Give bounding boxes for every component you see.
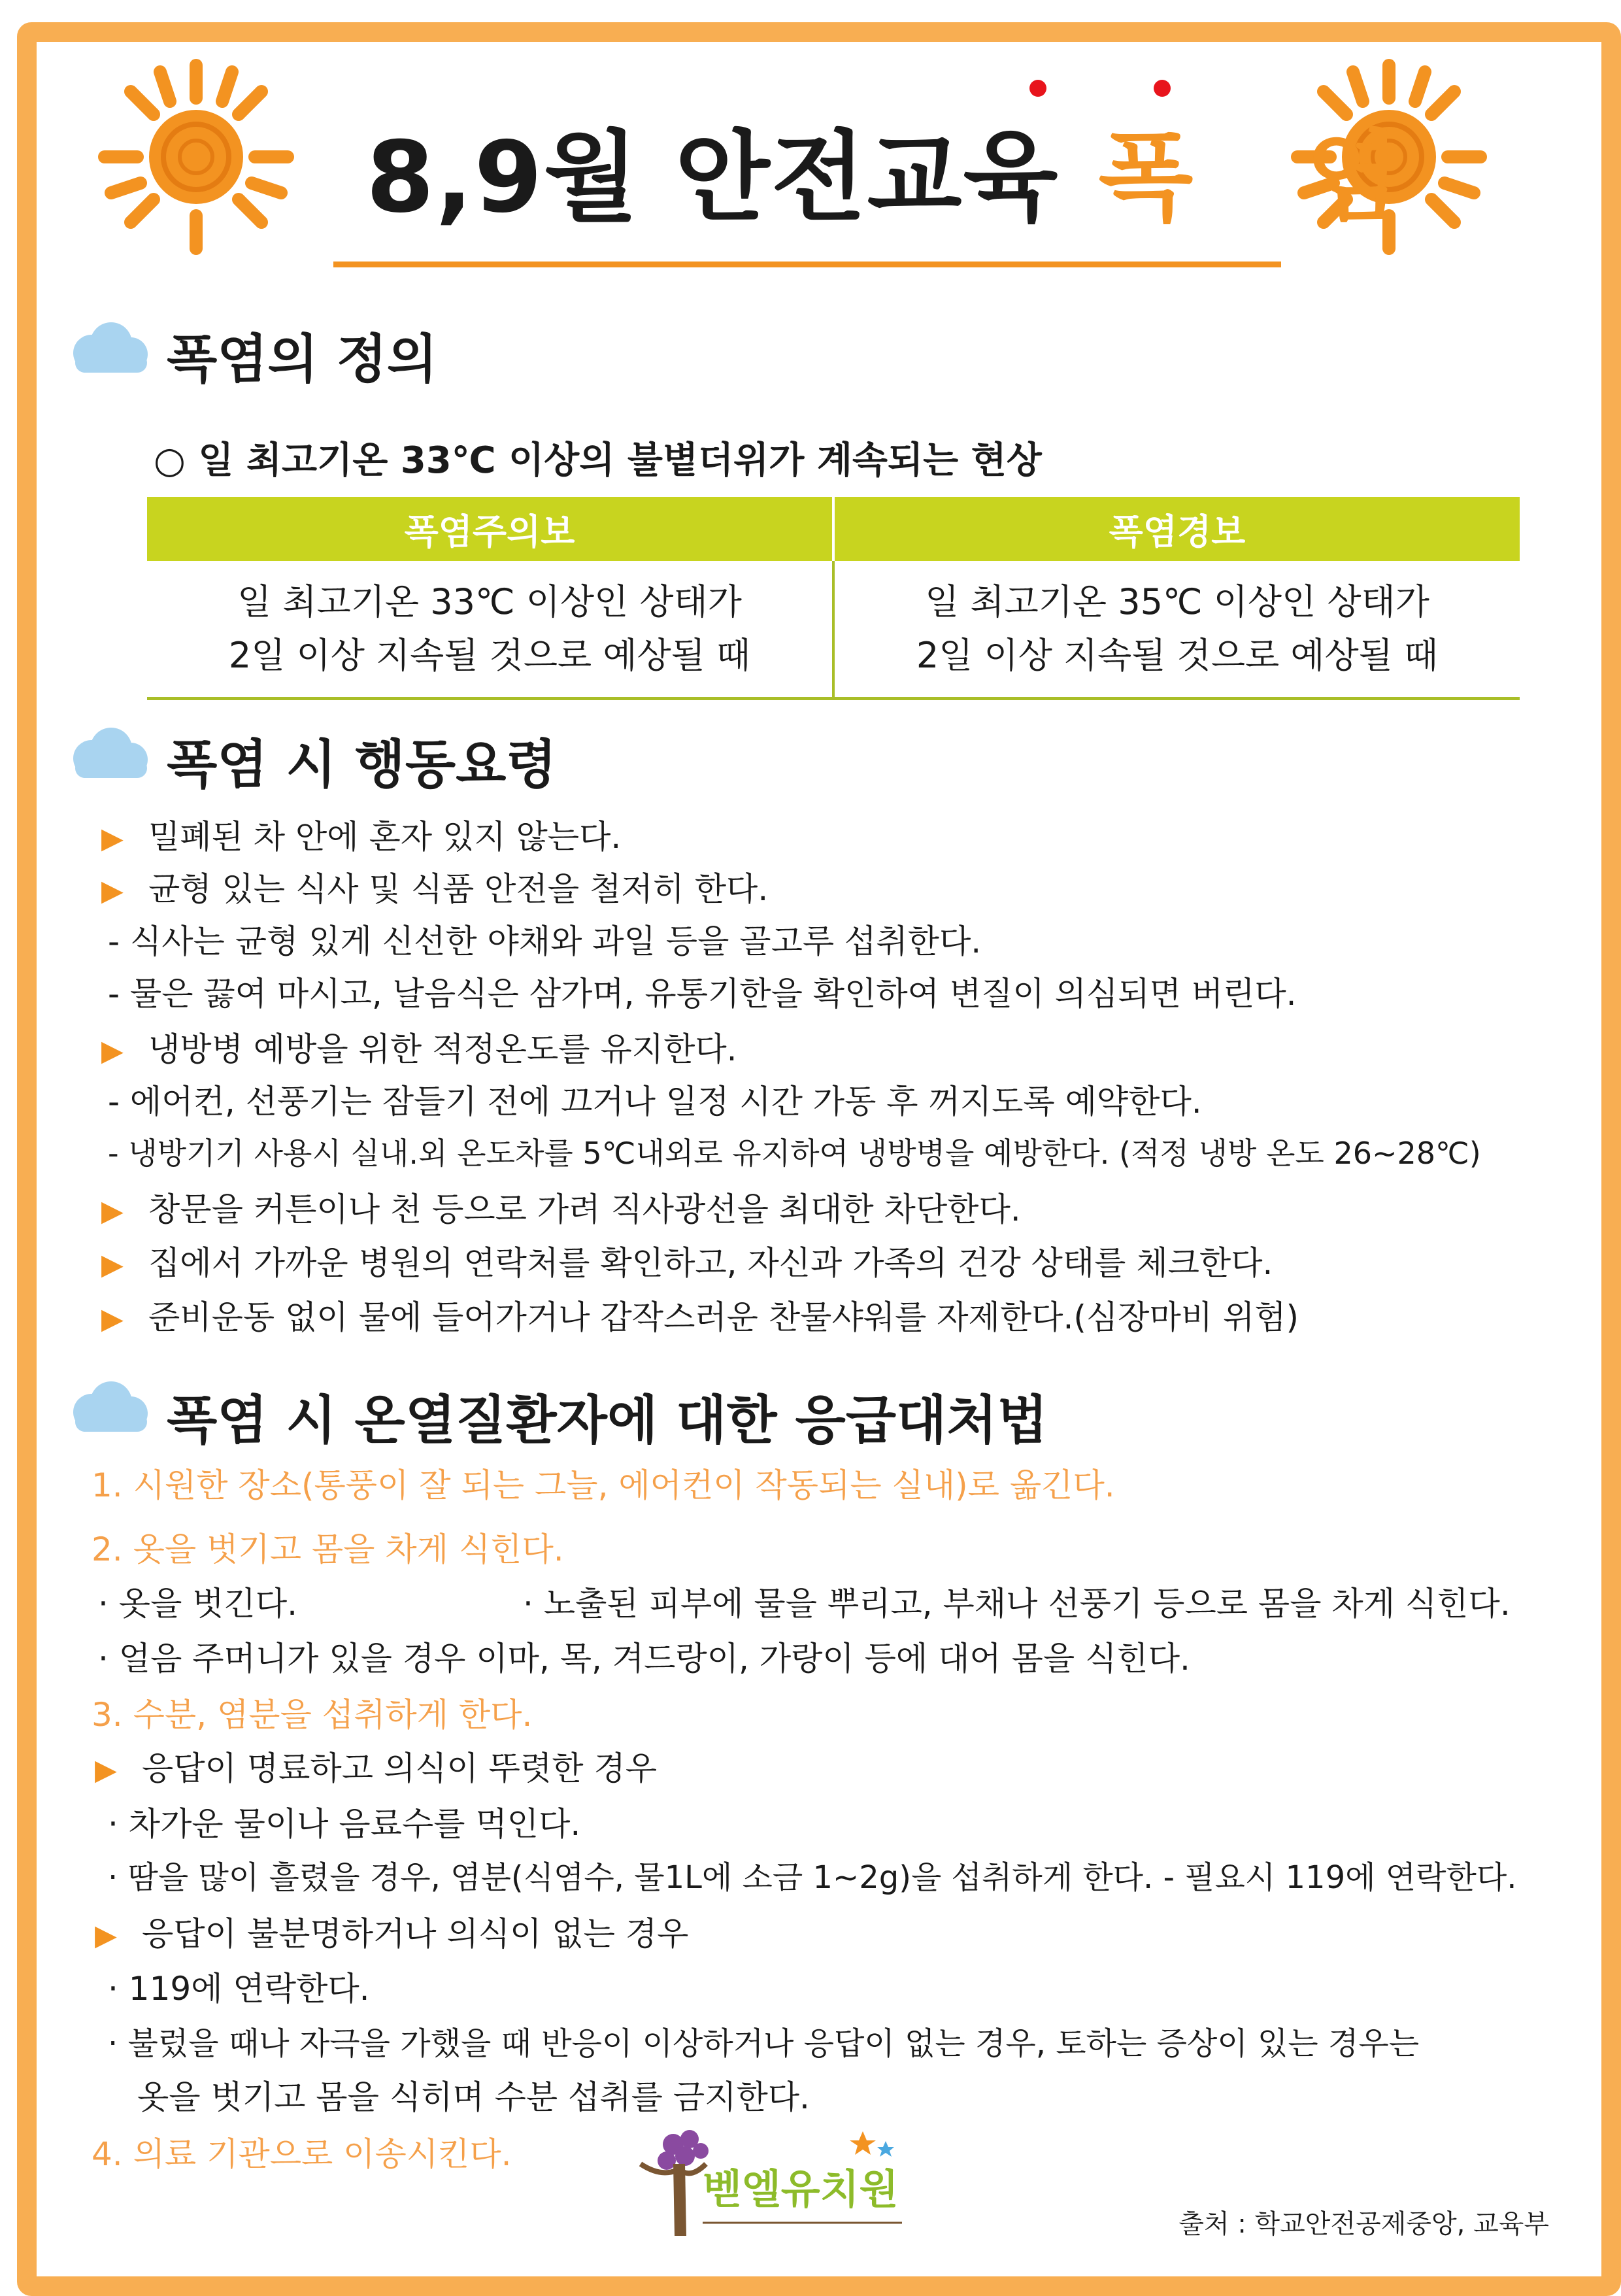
list-item: - 물은 끓여 마시고, 날음식은 삼가며, 유통기한을 확인하여 변질이 의심되면 버린다. bbox=[108, 975, 1297, 1013]
kindergarten-logo bbox=[627, 2125, 915, 2249]
list-item: - 에어컨, 선풍기는 잠들기 전에 끄거나 일정 시간 가동 후 꺼지도록 예약한다. bbox=[108, 1083, 1202, 1121]
triangle-bullet-icon: ▶ bbox=[95, 1753, 117, 1787]
list-item: · 땀을 많이 흘렸을 경우, 염분(식염수, 물1L에 소금 1~2g)을 섭취하게 한다. - 필요시 119에 연락한다. bbox=[108, 1859, 1517, 1896]
step-3: 3. 수분, 염분을 섭취하게 한다. bbox=[92, 1696, 533, 1734]
cloud-icon bbox=[65, 320, 154, 376]
triangle-bullet-icon: ▶ bbox=[101, 1248, 124, 1281]
title-main: 8,9월 안전교육 bbox=[366, 121, 1060, 235]
step-4: 4. 의료 기관으로 이송시킨다. bbox=[92, 2135, 512, 2173]
step-2: 2. 옷을 벗기고 몸을 차게 식힌다. bbox=[92, 1530, 564, 1568]
cloud-icon bbox=[65, 1379, 154, 1435]
table-cell bbox=[147, 561, 833, 699]
list-item: · 불렀을 때나 자극을 가했을 때 반응이 이상하거나 응답이 없는 경우, 토하는 증상이 있는 경우는 bbox=[108, 2025, 1420, 2062]
list-item: · 119에 연락한다. bbox=[108, 1970, 370, 2008]
section-definition-title: 폭염의 정의 bbox=[167, 329, 438, 390]
list-item: · 얼음 주머니가 있을 경우 이마, 목, 겨드랑이, 가랑이 등에 대어 몸을 식힌다. bbox=[98, 1640, 1190, 1678]
triangle-bullet-icon: ▶ bbox=[101, 822, 124, 855]
definition-text: ○ 일 최고기온 33℃ 이상의 불볕더위가 계속되는 현상 bbox=[154, 439, 1042, 482]
list-item: 옷을 벗기고 몸을 식히며 수분 섭취를 금지한다. bbox=[137, 2078, 810, 2116]
list-item: · 차가운 물이나 음료수를 먹인다. bbox=[108, 1805, 581, 1843]
table-cell bbox=[833, 561, 1520, 699]
list-item: ▶ 냉방병 예방을 위한 적정온도를 유지한다. bbox=[101, 1030, 737, 1068]
cell-line: 2일 이상 지속될 것으로 예상될 때 bbox=[228, 635, 751, 676]
cell-line: 일 최고기온 33℃ 이상인 상태가 bbox=[237, 581, 742, 622]
title-underline bbox=[333, 262, 1281, 267]
section-actions-title: 폭염 시 행동요령 bbox=[167, 734, 557, 795]
source-credit: 출처 : 학교안전공제중앙, 교육부 bbox=[1178, 2209, 1549, 2239]
table-header: 폭염주의보 bbox=[147, 497, 833, 561]
cell-line: 일 최고기온 35℃ 이상인 상태가 bbox=[925, 581, 1429, 622]
table-header: 폭염경보 bbox=[833, 497, 1520, 561]
list-item: ▶ 균형 있는 식사 및 식품 안전을 철저히 한다. bbox=[101, 870, 769, 908]
triangle-bullet-icon: ▶ bbox=[95, 1919, 117, 1952]
cloud-icon bbox=[65, 726, 154, 781]
emphasis-dot bbox=[1154, 80, 1171, 97]
list-item: ▶ 창문을 커튼이나 천 등으로 가려 직사광선을 최대한 차단한다. bbox=[101, 1190, 1021, 1228]
list-item: - 냉방기기 사용시 실내.외 온도차를 5℃내외로 유지하여 냉방병을 예방한다. (적정 냉방 온도 26~28℃) bbox=[108, 1136, 1481, 1171]
warning-table bbox=[147, 497, 1520, 700]
sun-icon bbox=[98, 59, 294, 255]
list-item: · 노출된 피부에 물을 뿌리고, 부채나 선풍기 등으로 몸을 차게 식힌다. bbox=[523, 1585, 1511, 1623]
step-1: 1. 시원한 장소(통풍이 잘 되는 그늘, 에어컨이 작동되는 실내)로 옮긴다. bbox=[92, 1466, 1115, 1504]
list-item: ▶ 응답이 명료하고 의식이 뚜렷한 경우 bbox=[95, 1749, 658, 1787]
triangle-bullet-icon: ▶ bbox=[101, 874, 124, 907]
triangle-bullet-icon: ▶ bbox=[101, 1194, 124, 1228]
list-item: - 식사는 균형 있게 신선한 야채와 과일 등을 골고루 섭취한다. bbox=[108, 922, 982, 960]
page-title bbox=[366, 98, 1439, 239]
title-highlight: 폭 염 bbox=[1098, 121, 1440, 235]
list-item: ▶ 응답이 불분명하거나 의식이 없는 경우 bbox=[95, 1915, 689, 1953]
emphasis-dot bbox=[1029, 80, 1046, 97]
list-item: ▶ 집에서 가까운 병원의 연락처를 확인하고, 자신과 가족의 건강 상태를 체크한다. bbox=[101, 1244, 1273, 1282]
list-item: ▶ 밀폐된 차 안에 혼자 있지 않는다. bbox=[101, 818, 622, 856]
logo-text: 벧엘유치원 bbox=[703, 2165, 899, 2213]
triangle-bullet-icon: ▶ bbox=[101, 1034, 124, 1068]
cell-line: 2일 이상 지속될 것으로 예상될 때 bbox=[916, 635, 1439, 676]
list-item: ▶ 준비운동 없이 물에 들어가거나 갑작스러운 찬물샤워를 자제한다.(심장마비 위험) bbox=[101, 1298, 1299, 1336]
section-firstaid-title: 폭염 시 온열질환자에 대한 응급대처법 bbox=[167, 1390, 1048, 1451]
list-item: · 옷을 벗긴다. bbox=[98, 1585, 298, 1623]
triangle-bullet-icon: ▶ bbox=[101, 1302, 124, 1336]
